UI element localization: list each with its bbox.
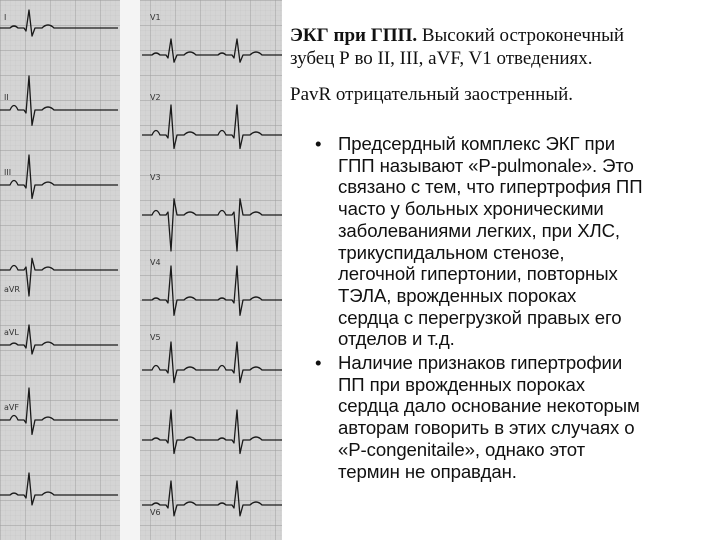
bullet-line: термин не оправдан. — [338, 460, 517, 482]
ecg-lead-label: III — [4, 168, 12, 177]
bullet-line: «P-congenitaile», однако этот — [338, 438, 586, 460]
bullet-line: авторам говорить в этих случаях о — [338, 417, 635, 439]
bullet-line: сердца с перегрузкой правых его — [338, 306, 622, 328]
bullet-line: связано с тем, что гипертрофия ПП — [338, 176, 643, 198]
bullet-line: ГПП называют «P-pulmonale». Это — [338, 154, 634, 176]
pavr-note: PavR отрицательный заостренный. — [290, 84, 574, 105]
ecg-strip-image — [0, 0, 282, 540]
ecg-lead-label: II — [4, 93, 9, 102]
bullet-item — [290, 133, 710, 350]
heading — [290, 24, 710, 70]
bullet-line: Наличие признаков гипертрофии — [338, 352, 623, 374]
ecg-lead-label: V5 — [150, 333, 161, 342]
ecg-lead-label: V3 — [150, 173, 161, 182]
bullet-item — [290, 352, 710, 482]
bullet-line: Предсердный комплекс ЭКГ при — [338, 133, 616, 154]
ecg-lead-label: I — [4, 13, 7, 22]
bullet-line: легочной гипертонии, повторных — [338, 263, 618, 285]
ecg-lead-label: aVL — [4, 328, 19, 337]
ecg-lead-label: aVR — [4, 285, 20, 294]
bullet-line: заболеваниями легких, при ХЛС, — [338, 219, 620, 241]
bullet-dot: • — [315, 352, 322, 374]
bullet-line: часто у больных хроническими — [338, 198, 604, 220]
text-panel — [290, 24, 710, 484]
ecg-grid-right — [140, 0, 282, 540]
heading-rest: Высокий остроконечный — [417, 25, 625, 46]
ecg-lead-label: V1 — [150, 13, 161, 22]
bullet-line: ПП при врожденных пороках — [338, 373, 585, 395]
heading-bold: ЭКГ при ГПП. — [290, 25, 418, 46]
heading-line-0 — [290, 24, 710, 47]
ecg-lead-label: V4 — [150, 258, 161, 267]
ecg-lead-label: V6 — [150, 508, 161, 517]
ecg-paper-gap — [120, 0, 140, 540]
bullet-line: трикуспидальном стенозе, — [338, 241, 565, 263]
bullet-list — [290, 133, 710, 482]
bullet-line: сердца дало основание некоторым — [338, 395, 640, 417]
bullet-line: ТЭЛА, врожденных пороках — [338, 284, 577, 306]
bullet-dot: • — [315, 133, 322, 154]
heading-line-1: зубец Р во II, III, aVF, V1 отведениях. — [290, 48, 593, 69]
ecg-lead-label: V2 — [150, 93, 161, 102]
ecg-lead-label: aVF — [4, 403, 19, 412]
bullet-line: отделов и т.д. — [338, 328, 455, 350]
